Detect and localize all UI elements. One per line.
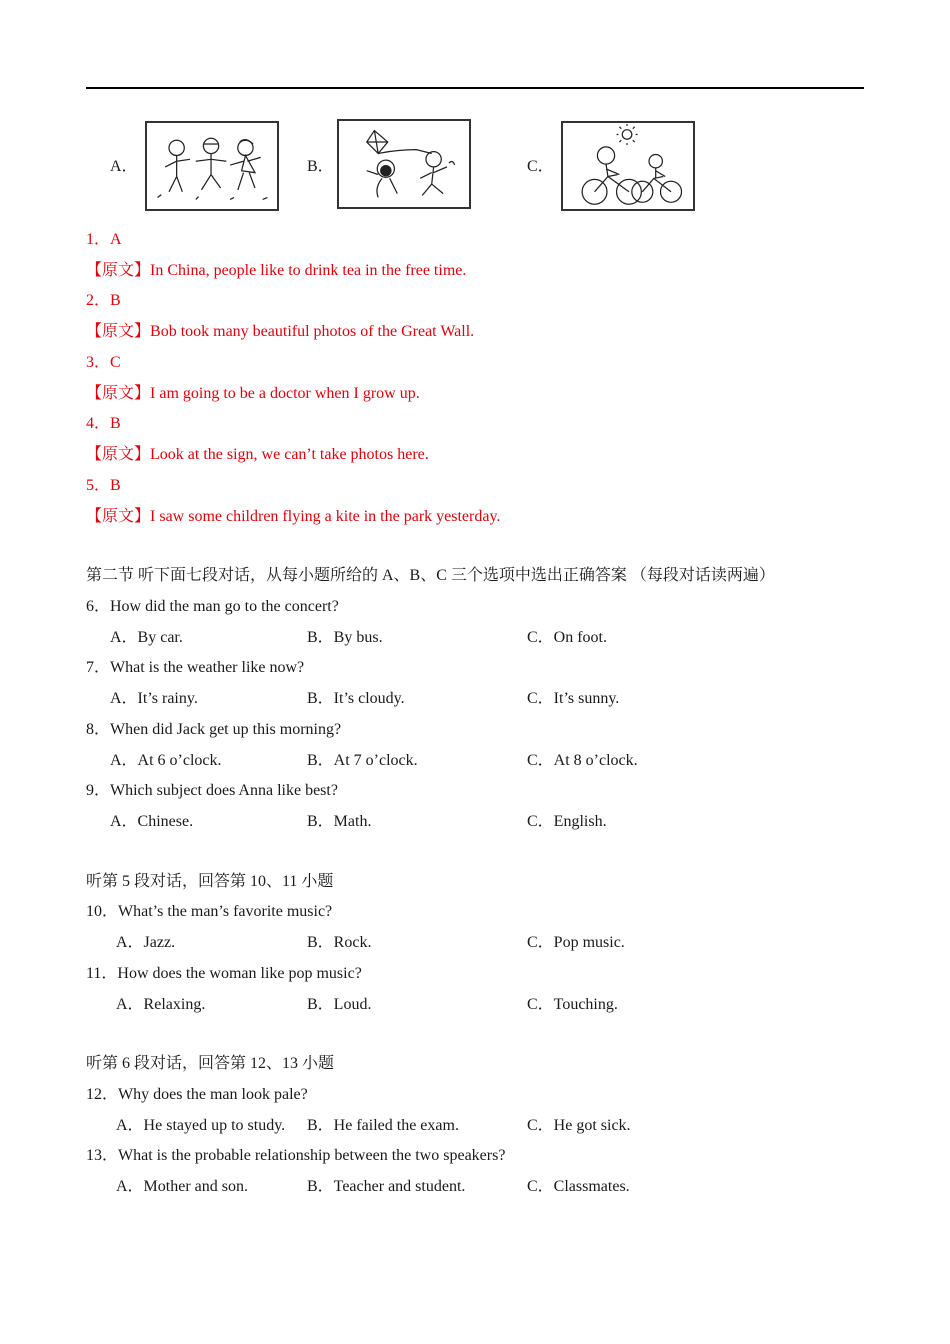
option-a: A．Relaxing.	[116, 996, 206, 1013]
option-b: B．Rock.	[307, 934, 372, 951]
option-b: B．Loud.	[307, 996, 372, 1013]
children-flying-kite-picture	[337, 119, 471, 209]
transcript-5	[86, 507, 500, 527]
answer-2: 2．B	[86, 292, 121, 309]
question-9: 9．Which subject does Anna like best?	[86, 782, 338, 799]
transcript-label: 【原文】	[86, 446, 151, 463]
transcript-label: 【原文】	[86, 323, 151, 340]
answer-4: 4．B	[86, 415, 121, 432]
transcript-text: In China, people like to drink tea in the free time.	[150, 262, 467, 279]
option-a: A．Chinese.	[110, 813, 194, 830]
question-10: 10．What’s the man’s favorite music?	[86, 903, 333, 920]
children-dancing-picture	[145, 121, 279, 211]
option-a: A．At 6 o’clock.	[110, 752, 222, 769]
option-b: B．By bus.	[307, 629, 383, 646]
option-b: B．It’s cloudy.	[307, 690, 405, 707]
transcript-1	[86, 261, 466, 281]
option-a: A．It’s rainy.	[110, 690, 198, 707]
transcript-text: I saw some children flying a kite in the park yesterday.	[150, 508, 501, 525]
answer-3: 3．C	[86, 354, 121, 371]
option-b: B．At 7 o’clock.	[307, 752, 418, 769]
answer-1: 1．A	[86, 231, 122, 248]
transcript-4	[86, 445, 429, 465]
option-c: C．It’s sunny.	[527, 690, 620, 707]
header-rule	[86, 87, 864, 89]
option-c: C．At 8 o’clock.	[527, 752, 638, 769]
option-a: A．Mother and son.	[116, 1178, 248, 1195]
option-a: A．By car.	[110, 629, 183, 646]
dialogue-5-heading: 听第 5 段对话，回答第 10、11 小题	[86, 873, 334, 890]
option-a: A．Jazz.	[116, 934, 176, 951]
image-option-b-letter: B．	[307, 158, 334, 175]
transcript-2	[86, 322, 474, 342]
transcript-3	[86, 384, 420, 404]
transcript-label: 【原文】	[86, 508, 151, 525]
transcript-text: I am going to be a doctor when I grow up.	[150, 385, 420, 402]
question-13: 13．What is the probable relationship between the two speakers?	[86, 1147, 506, 1164]
transcript-text: Look at the sign, we can’t take photos here.	[150, 446, 429, 463]
image-option-a-letter: A．	[110, 158, 138, 175]
option-b: B．Math.	[307, 813, 372, 830]
option-c: C．He got sick.	[527, 1117, 631, 1134]
transcript-label: 【原文】	[86, 262, 151, 279]
dialogue-6-heading: 听第 6 段对话，回答第 12、13 小题	[86, 1055, 335, 1072]
question-8: 8．When did Jack get up this morning?	[86, 721, 342, 738]
option-c: C．English.	[527, 813, 607, 830]
option-a: A．He stayed up to study.	[116, 1117, 286, 1134]
section-2-heading: 第二节 听下面七段对话，从每小题所给的 A、B、C 三个选项中选出正确答案 （每段对话读两遍）	[86, 567, 775, 584]
question-7: 7．What is the weather like now?	[86, 659, 305, 676]
image-option-c-letter: C．	[527, 158, 554, 175]
option-c: C．Touching.	[527, 996, 618, 1013]
answer-5: 5．B	[86, 477, 121, 494]
option-c: C．On foot.	[527, 629, 608, 646]
transcript-text: Bob took many beautiful photos of the Great Wall.	[150, 323, 475, 340]
transcript-label: 【原文】	[86, 385, 151, 402]
question-11: 11．How does the woman like pop music?	[86, 965, 362, 982]
option-c: C．Pop music.	[527, 934, 625, 951]
question-6: 6．How did the man go to the concert?	[86, 598, 339, 615]
option-c: C．Classmates.	[527, 1178, 630, 1195]
children-riding-bikes-picture	[561, 121, 695, 211]
option-b: B．He failed the exam.	[307, 1117, 459, 1134]
question-12: 12．Why does the man look pale?	[86, 1086, 308, 1103]
option-b: B．Teacher and student.	[307, 1178, 466, 1195]
